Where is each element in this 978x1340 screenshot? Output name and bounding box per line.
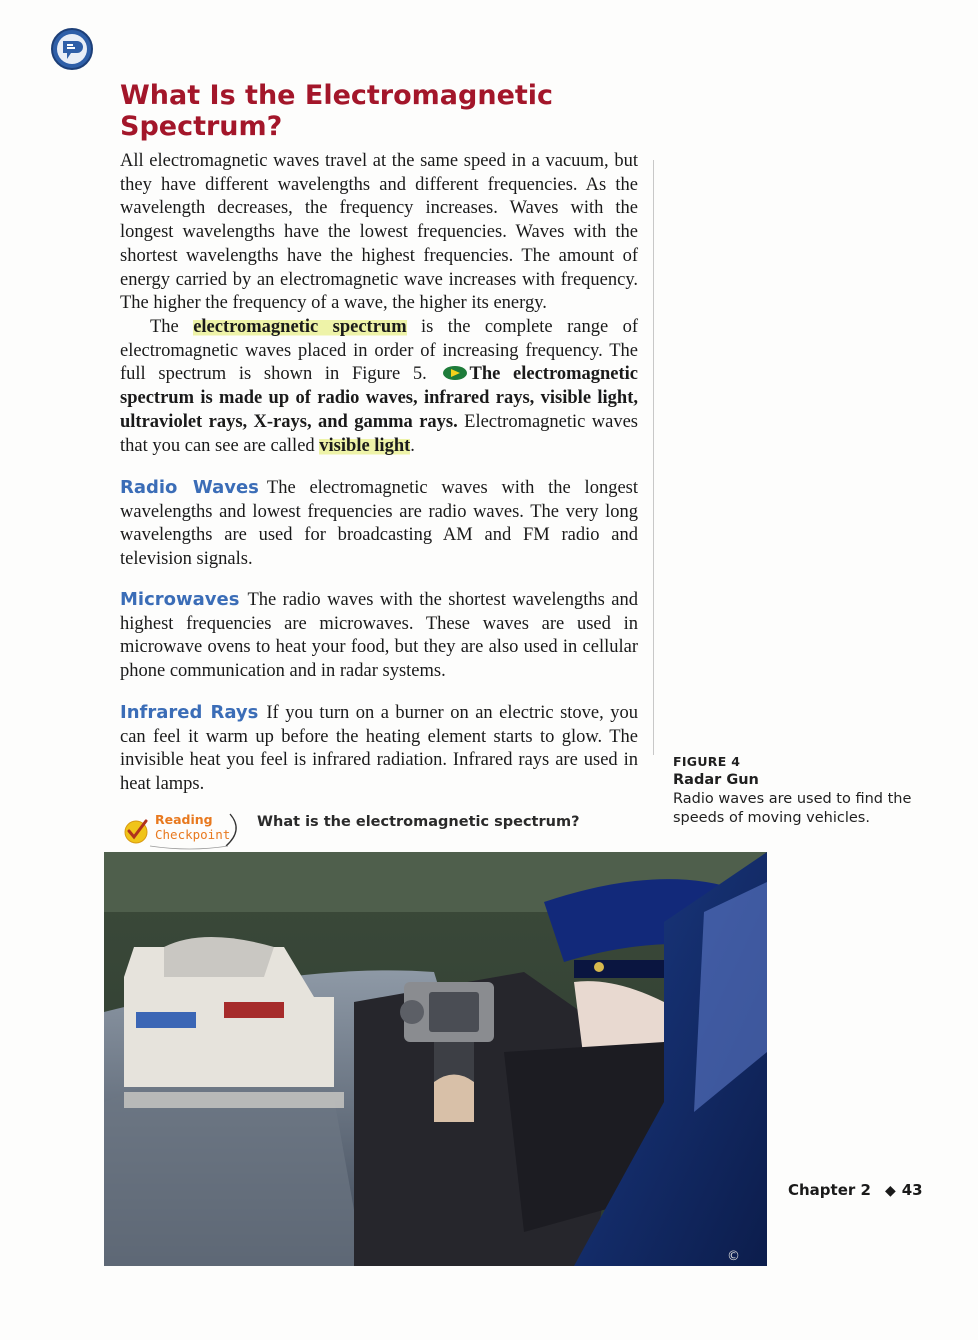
intro-p2-part-c: Electromagnetic waves that you can see are called [120, 411, 639, 456]
infrared-rays-text: If you turn on a burner on an electric stove, you can feel it warm up before the heating element starts to glow. The invisible heat you feel is infrared radiation. Infrared rays are used in heat lamps. [120, 703, 638, 795]
vocab-term-visible-light: visible light [319, 435, 411, 456]
chapter-label: Chapter 2 [788, 1181, 871, 1199]
intro-paragraph-2-block [120, 316, 638, 458]
intro-p2-part-a: The [150, 317, 194, 337]
discovery-channel-icon [50, 27, 94, 71]
microwaves-text: The radio waves with the shortest wavelengths and highest frequencies are microwaves. These waves are used in microwave ovens to heat your food, but they are also used in cellular phone communication and in radar systems. [120, 590, 638, 682]
intro-p2-part-d: . [410, 435, 415, 456]
radio-waves-heading: Radio Waves [120, 477, 259, 498]
key-concept-text: The electromagnetic spectrum is made up of radio waves, infrared rays, visible light, ultraviolet rays, X-rays, and gamma rays. [120, 364, 639, 432]
page-footer [788, 1181, 923, 1199]
photo-copyright-mark: © [727, 1249, 740, 1264]
section-title: What Is the Electromagnetic Spectrum? [120, 80, 554, 142]
checkpoint-question: What is the electromagnetic spectrum? [257, 814, 580, 830]
badge-checkpoint-label: Checkpoint [155, 827, 231, 842]
microwaves-paragraph [120, 588, 638, 684]
reading-checkpoint [120, 808, 640, 850]
figure-label: FIGURE 4 [673, 754, 741, 769]
figure-title: Radar Gun [673, 772, 759, 788]
radio-waves-text: The electromagnetic waves with the longest wavelengths and lowest frequencies are radio waves. The very long wavelengths are used for broadcasting AM and FM radio and television signals. [120, 478, 638, 570]
intro-p2-part-b: is the complete range of electromagnetic waves placed in order of increasing frequency. The full spectrum is shown in Figure 5. [120, 317, 639, 385]
intro-paragraph-1-block [120, 150, 638, 316]
intro-paragraph-1: All electromagnetic waves travel at the same speed in a vacuum, but they have different wavelengths and different frequencies. As the wavelength decreases, the frequency increases. Waves with the longest wavelengths have the lowest frequencies. Waves with the shortest wavelengths have the highest frequencies. The amount of energy carried by an electromagnetic wave increases with frequency. The higher the frequency of a wave, the higher its energy. [120, 151, 638, 314]
infrared-rays-paragraph [120, 701, 638, 797]
radio-waves-paragraph [120, 476, 638, 572]
infrared-rays-section [120, 701, 638, 797]
intro-paragraph-2 [120, 316, 638, 458]
figure-caption-text: Radio waves are used to find the speeds of moving vehicles. [673, 791, 912, 826]
key-concept-icon [442, 365, 468, 381]
radar-gun-photo [104, 852, 767, 1266]
reading-checkpoint-badge [120, 808, 250, 850]
badge-reading-label: Reading [155, 812, 213, 827]
radio-waves-section [120, 476, 638, 572]
diamond-icon: ◆ [884, 1183, 896, 1199]
column-divider [653, 160, 654, 755]
microwaves-heading: Microwaves [120, 589, 240, 610]
infrared-rays-heading: Infrared Rays [120, 702, 259, 723]
figure-caption [673, 752, 933, 828]
microwaves-section [120, 588, 638, 684]
page-number: 43 [901, 1181, 923, 1199]
vocab-term-electromagnetic-spectrum: electromagnetic spectrum [193, 317, 407, 337]
